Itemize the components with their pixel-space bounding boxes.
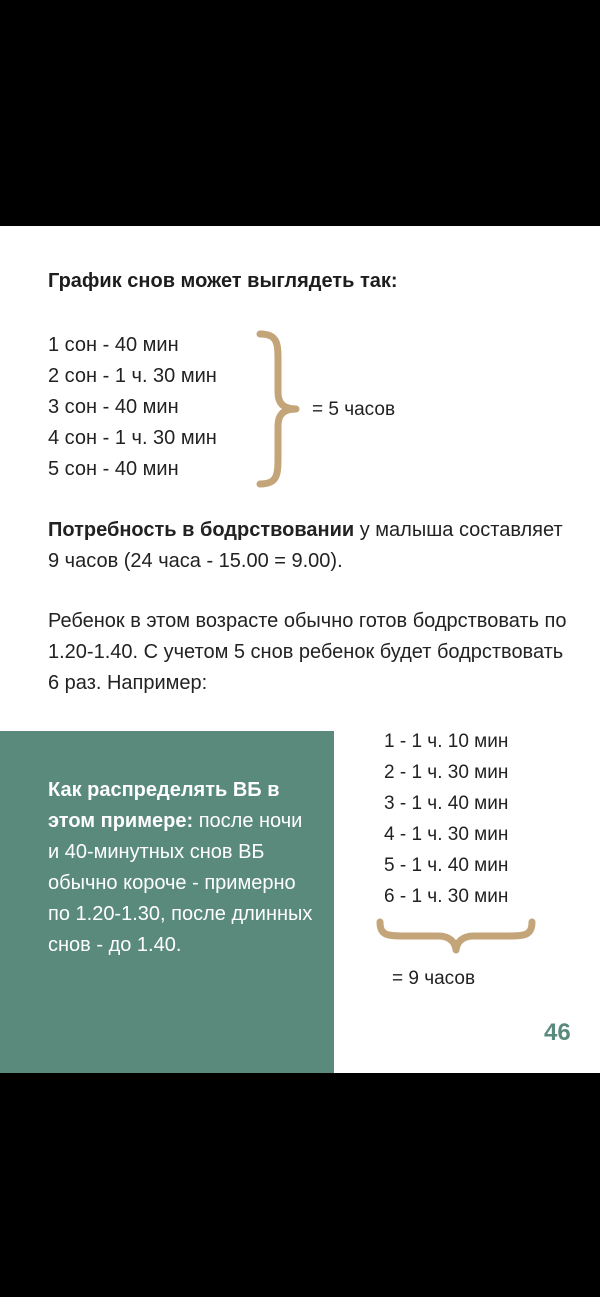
awake-periods-list bbox=[384, 726, 508, 912]
tip-body: после ночи и 40-минутных снов ВБ обычно короче - примерно по 1.20-1.30, после длинных снов - до 1.40. bbox=[48, 810, 313, 956]
awake-period-item: 4 - 1 ч. 30 мин bbox=[384, 824, 509, 845]
tip-text bbox=[48, 775, 318, 961]
sleep-item: 5 сон - 40 мин bbox=[48, 458, 179, 480]
page-number: 46 bbox=[544, 1019, 571, 1046]
tip-heading: Как распределять ВБ в этом примере: bbox=[48, 779, 280, 832]
sleep-item: 1 сон - 40 мин bbox=[48, 334, 179, 356]
age-paragraph: Ребенок в этом возрасте обычно готов бодрствовать по 1.20-1.40. С учетом 5 снов ребенок будет бодрствовать 6 раз. Например: bbox=[48, 610, 567, 694]
right-curly-brace-icon bbox=[256, 330, 300, 488]
awake-period-item: 2 - 1 ч. 30 мин bbox=[384, 762, 509, 783]
awake-period-item: 3 - 1 ч. 40 мин bbox=[384, 793, 509, 814]
tip-box bbox=[0, 731, 334, 1073]
wakefulness-need-bold: Потребность в бодрствовании bbox=[48, 519, 355, 541]
awake-total: = 9 часов bbox=[392, 968, 476, 989]
sleep-item: 4 сон - 1 ч. 30 мин bbox=[48, 427, 217, 449]
sleep-schedule-list bbox=[48, 330, 217, 485]
wakefulness-need-paragraph bbox=[48, 515, 578, 577]
awake-period-item: 5 - 1 ч. 40 мин bbox=[384, 855, 509, 876]
document-page bbox=[0, 226, 600, 1073]
sleep-total: = 5 часов bbox=[312, 399, 396, 420]
sleep-item: 2 сон - 1 ч. 30 мин bbox=[48, 365, 217, 387]
awake-period-item: 6 - 1 ч. 30 мин bbox=[384, 886, 509, 907]
section-heading: График снов может выглядеть так: bbox=[48, 270, 398, 292]
wakefulness-need-text: у малыша составляет 9 часов (24 часа - 15.00 = 9.00). bbox=[48, 519, 563, 572]
awake-period-item: 1 - 1 ч. 10 мин bbox=[384, 731, 509, 752]
sleep-item: 3 сон - 40 мин bbox=[48, 396, 179, 418]
bottom-curly-brace-icon bbox=[376, 918, 536, 954]
